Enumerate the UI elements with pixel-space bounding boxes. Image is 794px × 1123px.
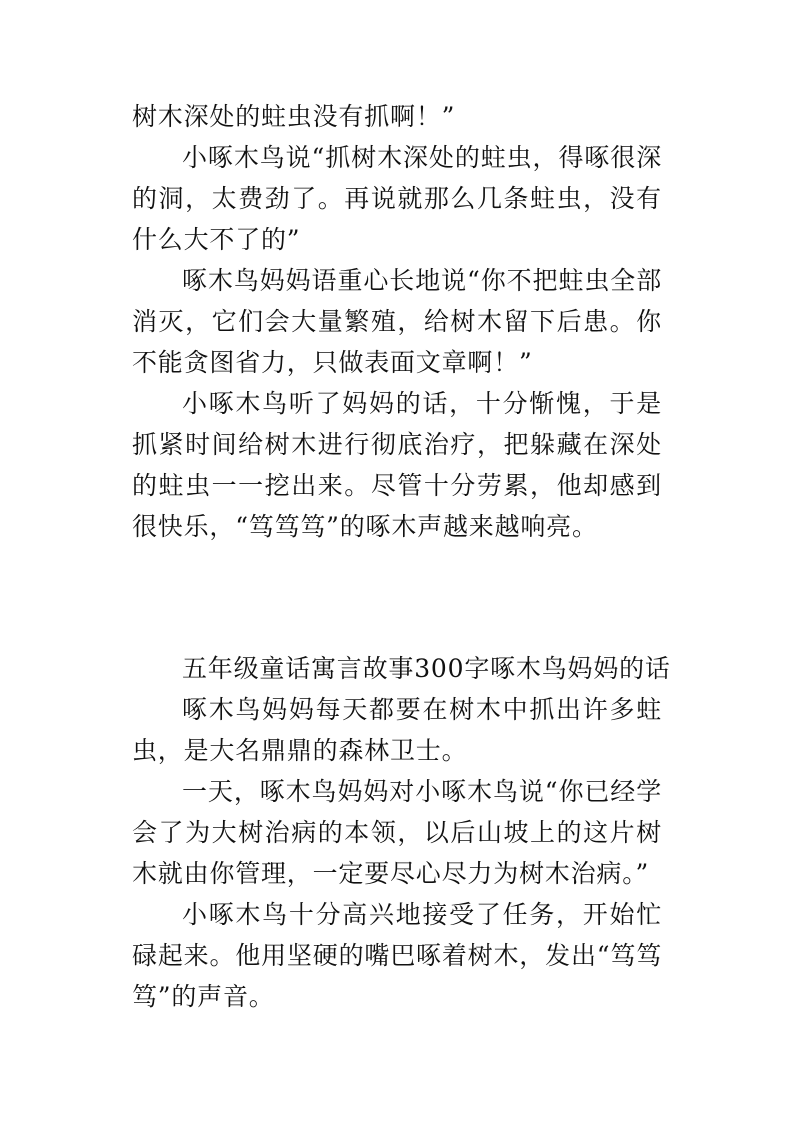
story-continuation-section <box>132 96 662 547</box>
paragraph-3: 啄木鸟妈妈语重心长地说“你不把蛀虫全部消灭，它们会大量繁殖，给树木留下后患。你不能贪图省力，只做表面文章啊！” <box>132 266 662 377</box>
new-story-section <box>132 648 671 1017</box>
paragraph-1: 树木深处的蛀虫没有抓啊！” <box>132 102 456 131</box>
paragraph-7: 小啄木鸟十分高兴地接受了任务，开始忙碌起来。他用坚硬的嘴巴啄着树木，发出“笃笃笃”的声音。 <box>132 900 662 1011</box>
paragraph-5: 啄木鸟妈妈每天都要在树木中抓出许多蛀虫，是大名鼎鼎的森林卫士。 <box>132 695 662 765</box>
paragraph-2: 小啄木鸟说“抓树木深处的蛀虫，得啄很深的洞，太费劲了。再说就那么几条蛀虫，没有什么大不了的” <box>132 143 662 254</box>
paragraph-6: 一天，啄木鸟妈妈对小啄木鸟说“你已经学会了为大树治病的本领，以后山坡上的这片树木就由你管理，一定要尽心尽力为树木治病。” <box>132 777 662 888</box>
paragraph-4: 小啄木鸟听了妈妈的话，十分惭愧，于是抓紧时间给树木进行彻底治疗，把躲藏在深处的蛀虫一一挖出来。尽管十分劳累，他却感到很快乐，“笃笃笃”的啄木声越来越响亮。 <box>132 389 662 541</box>
story-title: 五年级童话寓言故事300字啄木鸟妈妈的话 <box>182 654 671 683</box>
